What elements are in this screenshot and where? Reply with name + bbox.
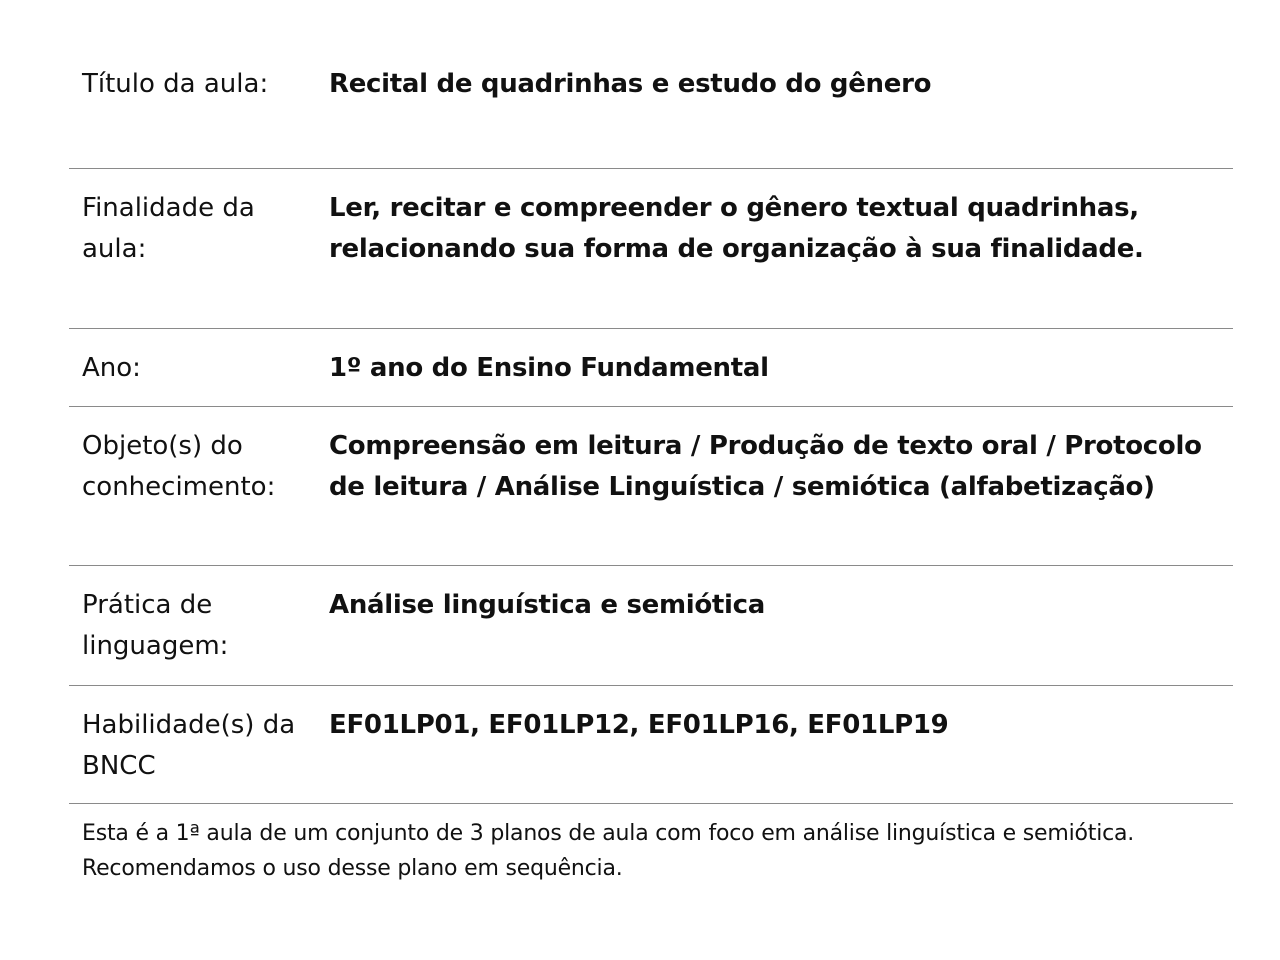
row-label: Título da aula: (82, 69, 269, 99)
row-label: Prática de linguagem: (82, 590, 229, 661)
row-label: Finalidade da aula: (82, 193, 255, 264)
row-language-practice (69, 566, 1233, 686)
row-label: Habilidade(s) da BNCC (82, 710, 296, 781)
row-school-year (69, 329, 1233, 407)
row-value: Ler, recitar e compreender o gênero textual quadrinhas, relacionando sua forma de organização à sua finalidade. (329, 193, 1144, 264)
row-bncc-skills (69, 686, 1233, 804)
sequence-note: Esta é a 1ª aula de um conjunto de 3 planos de aula com foco em análise linguística e semiótica. Recomendamos o uso desse plano em sequência. (82, 821, 1135, 881)
row-lesson-title (69, 0, 1233, 169)
row-label: Ano: (82, 353, 141, 383)
row-label: Objeto(s) do conhecimento: (82, 431, 276, 502)
lesson-plan-table (69, 0, 1233, 886)
row-value: 1º ano do Ensino Fundamental (329, 353, 769, 383)
row-lesson-purpose (69, 169, 1233, 329)
row-value: Análise linguística e semiótica (329, 590, 766, 620)
row-value: Compreensão em leitura / Produção de texto oral / Protocolo de leitura / Análise Linguística / semiótica (alfabetização) (329, 431, 1202, 502)
row-value: EF01LP01, EF01LP12, EF01LP16, EF01LP19 (329, 710, 949, 740)
row-value: Recital de quadrinhas e estudo do gênero (329, 69, 932, 99)
row-knowledge-objects (69, 407, 1233, 566)
